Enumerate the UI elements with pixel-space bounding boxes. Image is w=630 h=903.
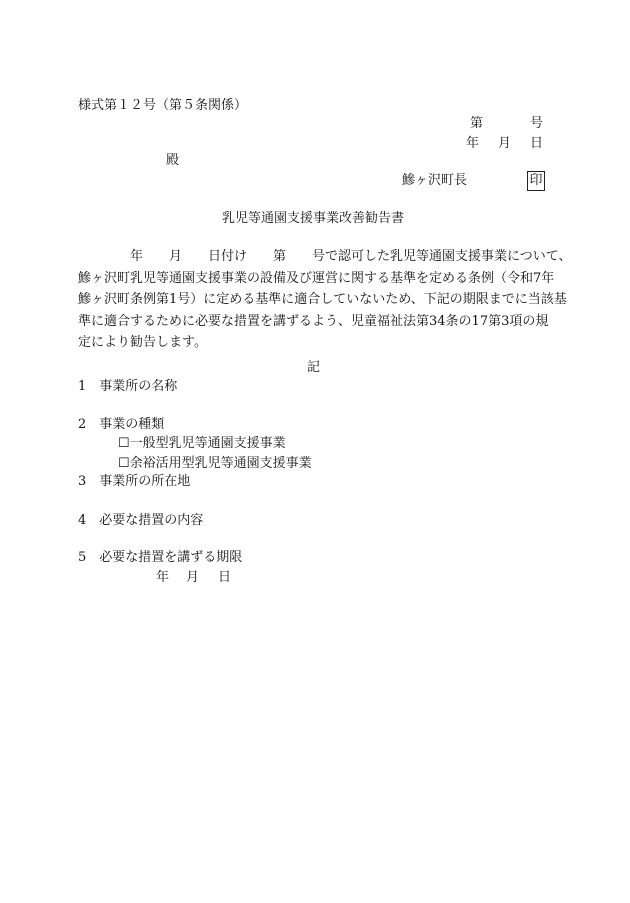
seal-stamp: 印 [527,171,545,191]
body-line: 鰺ヶ沢町乳児等通園支援事業の設備及び運営に関する基準を定める条例（令和7年 [78,270,555,286]
option-surplus-type: ☐余裕活用型乳児等通園支援事業 [118,456,312,471]
date-day: 日 [530,136,544,151]
addressee-honorific: 殿 [166,153,180,168]
date-year: 年 [466,136,480,151]
deadline-month: 月 [186,570,200,585]
doc-number-suffix: 号 [530,116,544,131]
item-location: 3 事業所の所在地 [78,474,191,489]
item-deadline: 5 必要な措置を講ずる期限 [78,550,243,565]
body-line: 鰺ヶ沢町条例第1号）に定める基準に適合していないため、下記の期限までに当該基 [78,292,567,307]
doc-number-prefix: 第 [470,116,484,131]
item-measures: 4 必要な措置の内容 [78,513,204,528]
deadline-day: 日 [218,570,232,585]
form-number: 様式第１２号（第５条関係） [78,98,248,113]
body-line: 準に適合するために必要な措置を講ずるよう、児童福祉法第34条の17第3項の規 [78,313,549,329]
option-general-type: ☐一般型乳児等通園支援事業 [118,436,286,451]
item-business-type: 2 事業の種類 [78,417,165,432]
document-title: 乳児等通園支援事業改善勧告書 [222,211,405,226]
issuer: 鰺ヶ沢町長 [402,173,468,188]
body-line: 定により勧告します。 [78,335,207,350]
ki-heading: 記 [307,360,321,375]
deadline-year: 年 [156,570,170,585]
body-line: 年 月 日付け 第 号で認可した乳児等通園支援事業について、 [78,249,572,264]
body-paragraph [78,246,572,354]
date-month: 月 [498,136,512,151]
item-business-name: 1 事業所の名称 [78,379,178,394]
